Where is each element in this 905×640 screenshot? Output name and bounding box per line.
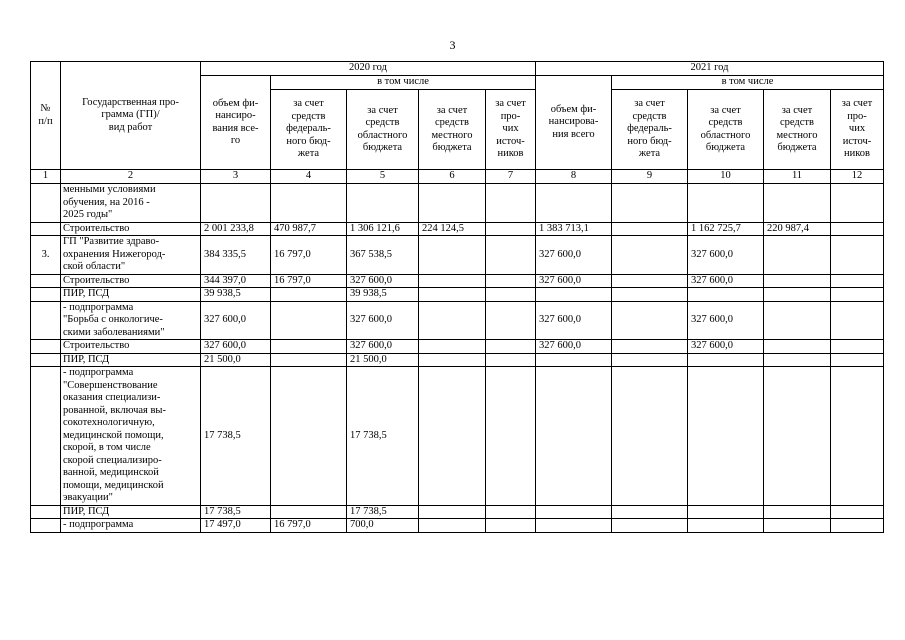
row-name: ПИР, ПСД [61, 505, 201, 519]
row-value: 327 600,0 [201, 340, 271, 354]
header-in-that-number-2021: в том числе [612, 76, 884, 90]
col-number: 5 [347, 170, 419, 184]
row-value: 1 306 121,6 [347, 222, 419, 236]
row-value: 21 500,0 [347, 353, 419, 367]
row-value [764, 184, 831, 223]
row-value [612, 353, 688, 367]
header-volume-total-2021: объем фи- нансирова- ния всего [536, 76, 612, 170]
col-number: 6 [419, 170, 486, 184]
row-value [486, 274, 536, 288]
col-number: 9 [612, 170, 688, 184]
financing-table [30, 61, 884, 533]
col-number: 4 [271, 170, 347, 184]
header-other-2020: за счет про- чих источ- ников [486, 90, 536, 170]
row-value [419, 340, 486, 354]
header-regional-2020: за счет средств областного бюджета [347, 90, 419, 170]
row-number [31, 367, 61, 506]
table-row [31, 367, 884, 506]
row-name: Строительство [61, 222, 201, 236]
row-value [764, 301, 831, 340]
row-value [688, 184, 764, 223]
table-row [31, 505, 884, 519]
col-number: 12 [831, 170, 884, 184]
row-value [271, 353, 347, 367]
row-value: 16 797,0 [271, 519, 347, 533]
row-value [764, 288, 831, 302]
row-value: 327 600,0 [201, 301, 271, 340]
row-value: 17 497,0 [201, 519, 271, 533]
row-name: ПИР, ПСД [61, 353, 201, 367]
row-number [31, 274, 61, 288]
row-number [31, 505, 61, 519]
row-value: 327 600,0 [536, 236, 612, 275]
row-value: 470 987,7 [271, 222, 347, 236]
row-value [612, 519, 688, 533]
col-number: 7 [486, 170, 536, 184]
row-value: 327 600,0 [536, 274, 612, 288]
row-value [536, 288, 612, 302]
table-row [31, 301, 884, 340]
row-value [831, 222, 884, 236]
column-number-row [31, 170, 884, 184]
row-value: 17 738,5 [347, 505, 419, 519]
row-value: 700,0 [347, 519, 419, 533]
header-row-years [31, 62, 884, 76]
row-value: 327 600,0 [688, 340, 764, 354]
row-value [612, 367, 688, 506]
header-federal-2020: за счет средств федераль- ного бюд- жета [271, 90, 347, 170]
header-year-2021: 2021 год [536, 62, 884, 76]
header-volume-total-2020: объем фи- нансиро- вания все- го [201, 76, 271, 170]
row-value [612, 340, 688, 354]
table-row [31, 274, 884, 288]
row-value [486, 353, 536, 367]
header-col-no: № п/п [31, 62, 61, 170]
row-value: 2 001 233,8 [201, 222, 271, 236]
row-name: - подпрограмма "Совершенствование оказания специализи- рованной, включая вы- сокотехнологичную, медицинской помощи, скорой, в том числе скорой специализиро- ванной, медицинской помощи, медицинской эвакуации" [61, 367, 201, 506]
row-value [688, 519, 764, 533]
row-value: 327 600,0 [536, 301, 612, 340]
row-value [612, 288, 688, 302]
row-value [831, 367, 884, 506]
col-number: 10 [688, 170, 764, 184]
row-value [271, 184, 347, 223]
row-value [271, 301, 347, 340]
row-number [31, 301, 61, 340]
row-value: 17 738,5 [201, 505, 271, 519]
header-other-2021: за счет про- чих источ- ников [831, 90, 884, 170]
row-value [419, 274, 486, 288]
row-value: 327 600,0 [347, 274, 419, 288]
header-year-2020: 2020 год [201, 62, 536, 76]
row-value [831, 301, 884, 340]
row-value [536, 519, 612, 533]
row-value [486, 519, 536, 533]
row-name: Строительство [61, 340, 201, 354]
row-value [764, 367, 831, 506]
row-value [536, 367, 612, 506]
row-value: 1 383 713,1 [536, 222, 612, 236]
row-value: 327 600,0 [347, 301, 419, 340]
row-name: менными условиями обучения, на 2016 - 2025 годы" [61, 184, 201, 223]
page-number: 3 [449, 38, 456, 52]
row-value [688, 367, 764, 506]
row-value [486, 288, 536, 302]
row-value [536, 184, 612, 223]
row-value [419, 519, 486, 533]
row-value: 16 797,0 [271, 274, 347, 288]
header-local-2021: за счет средств местного бюджета [764, 90, 831, 170]
row-value [201, 184, 271, 223]
row-value [688, 353, 764, 367]
row-value [486, 184, 536, 223]
row-value [831, 505, 884, 519]
row-value [612, 236, 688, 275]
row-value [688, 505, 764, 519]
row-number [31, 184, 61, 223]
row-value: 327 600,0 [688, 236, 764, 275]
row-value: 16 797,0 [271, 236, 347, 275]
row-value [764, 274, 831, 288]
row-value [419, 353, 486, 367]
col-number: 8 [536, 170, 612, 184]
row-number [31, 288, 61, 302]
col-number: 2 [61, 170, 201, 184]
row-number [31, 340, 61, 354]
row-value: 39 938,5 [201, 288, 271, 302]
row-name: - подпрограмма "Борьба с онкологиче- скими заболеваниями" [61, 301, 201, 340]
row-value [419, 184, 486, 223]
row-name: Строительство [61, 274, 201, 288]
row-value [419, 367, 486, 506]
row-value [419, 236, 486, 275]
header-federal-2021: за счет средств федераль- ного бюд- жета [612, 90, 688, 170]
row-value [831, 353, 884, 367]
row-value: 224 124,5 [419, 222, 486, 236]
row-number: 3. [31, 236, 61, 275]
row-value: 384 335,5 [201, 236, 271, 275]
row-value [612, 505, 688, 519]
row-value [271, 288, 347, 302]
row-value [271, 367, 347, 506]
row-value [831, 184, 884, 223]
row-value [764, 505, 831, 519]
col-number: 11 [764, 170, 831, 184]
row-value [831, 236, 884, 275]
row-value [536, 353, 612, 367]
row-value: 39 938,5 [347, 288, 419, 302]
row-name: ГП "Развитие здраво- охранения Нижегород- ской области" [61, 236, 201, 275]
row-value [831, 519, 884, 533]
table-row [31, 222, 884, 236]
row-value [486, 340, 536, 354]
row-value [831, 274, 884, 288]
row-value [419, 288, 486, 302]
row-value: 367 538,5 [347, 236, 419, 275]
row-value [271, 505, 347, 519]
row-value [764, 353, 831, 367]
row-value [486, 301, 536, 340]
row-value: 17 738,5 [347, 367, 419, 506]
row-value [419, 301, 486, 340]
col-number: 3 [201, 170, 271, 184]
table-row [31, 353, 884, 367]
row-name: - подпрограмма [61, 519, 201, 533]
header-local-2020: за счет средств местного бюджета [419, 90, 486, 170]
table-row [31, 184, 884, 223]
table-row [31, 288, 884, 302]
row-value [536, 505, 612, 519]
row-value [486, 367, 536, 506]
row-value [271, 340, 347, 354]
col-number: 1 [31, 170, 61, 184]
row-value: 1 162 725,7 [688, 222, 764, 236]
row-value [347, 184, 419, 223]
row-number [31, 222, 61, 236]
header-in-that-number-2020: в том числе [271, 76, 536, 90]
row-value: 327 600,0 [347, 340, 419, 354]
table-row [31, 236, 884, 275]
table-row [31, 340, 884, 354]
table-row [31, 519, 884, 533]
row-value [612, 301, 688, 340]
row-value [486, 505, 536, 519]
row-value [764, 236, 831, 275]
row-value: 220 987,4 [764, 222, 831, 236]
row-value [831, 340, 884, 354]
row-value [486, 222, 536, 236]
row-value [486, 236, 536, 275]
row-value: 17 738,5 [201, 367, 271, 506]
row-value [688, 288, 764, 302]
row-value: 327 600,0 [536, 340, 612, 354]
row-value: 21 500,0 [201, 353, 271, 367]
row-value [831, 288, 884, 302]
row-number [31, 353, 61, 367]
row-value: 344 397,0 [201, 274, 271, 288]
header-col-program: Государственная про- грамма (ГП)/ вид работ [61, 62, 201, 170]
row-value [419, 505, 486, 519]
row-value [612, 184, 688, 223]
row-number [31, 519, 61, 533]
row-value [612, 274, 688, 288]
header-regional-2021: за счет средств областного бюджета [688, 90, 764, 170]
row-value [612, 222, 688, 236]
row-name: ПИР, ПСД [61, 288, 201, 302]
row-value [764, 519, 831, 533]
row-value: 327 600,0 [688, 301, 764, 340]
row-value: 327 600,0 [688, 274, 764, 288]
row-value [764, 340, 831, 354]
